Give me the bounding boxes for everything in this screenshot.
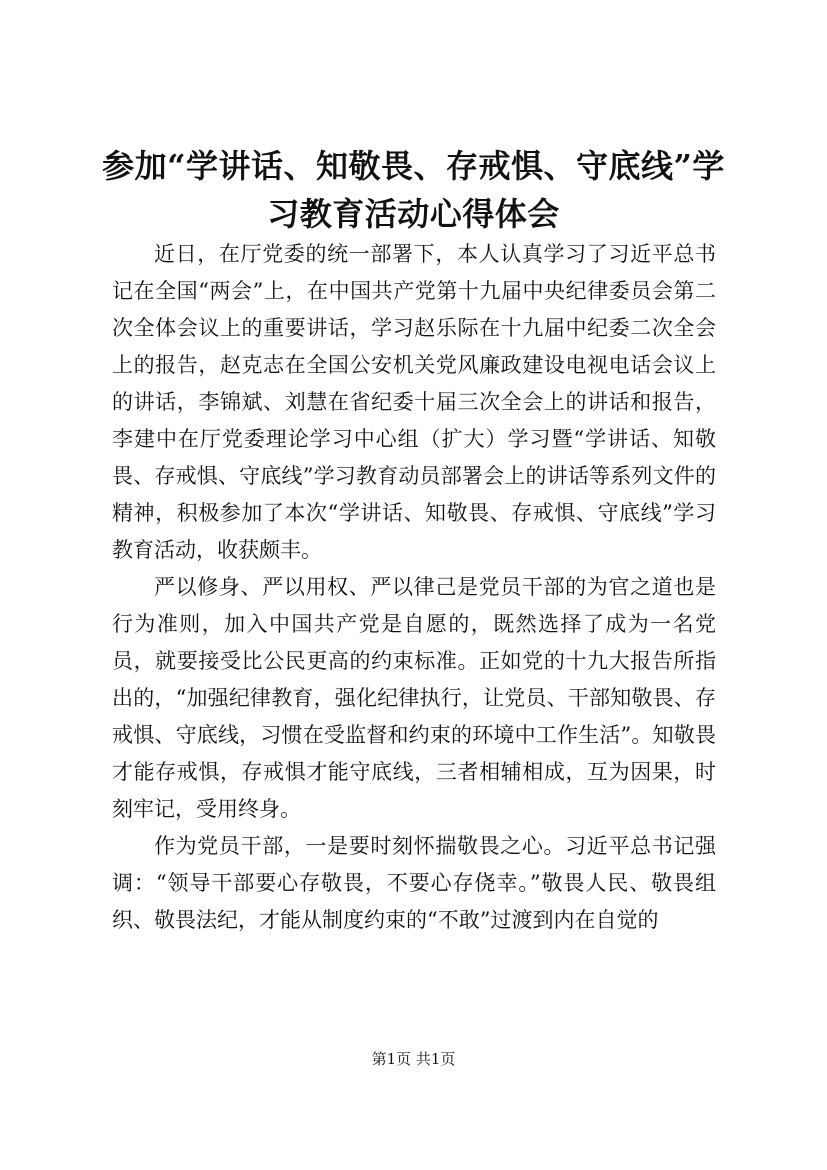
- paragraph-2: 严以修身、严以用权、严以律己是党员干部的为官之道也是行为准则，加入中国共产党是自愿的，既然选择了成为一名党员，就要接受比公民更高的约束标准。正如党的十九大报告所指出的，“加强纪律教育，强化纪律执行，让党员、干部知敬畏、存戒惧、守底线，习惯在受监督和约束的环境中工作生活”。知敬畏才能存戒惧，存戒惧才能守底线，三者相辅相成，互为因果，时刻牢记，受用终身。: [112, 575, 716, 821]
- paragraph-3: 作为党员干部，一是要时刻怀揣敬畏之心。习近平总书记强调：“领导干部要心存敬畏，不要心存侥幸。”敬畏人民、敬畏组织、敬畏法纪，才能从制度约束的“不敢”过渡到内在自觉的: [112, 834, 716, 932]
- document-body: [112, 236, 716, 939]
- paragraph-1: 近日，在厅党委的统一部署下，本人认真学习了习近平总书记在全国“两会”上，在中国共产党第十九届中央纪律委员会第二次全体会议上的重要讲话，学习赵乐际在十九届中纪委二次全会上的报告，赵克志在全国公安机关党风廉政建设电视电话会议上的讲话，李锦斌、刘慧在省纪委十届三次全会上的讲话和报告，李建中在厅党委理论学习中心组（扩大）学习暨“学讲话、知敬畏、存戒惧、守底线”学习教育动员部署会上的讲话等系列文件的精神，积极参加了本次“学讲话、知敬畏、存戒惧、守底线”学习教育活动，收获颇丰。: [112, 242, 716, 562]
- document-title: 参加“学讲话、知敬畏、存戒惧、守底线”学习教育活动心得体会: [102, 147, 725, 233]
- page-number-footer: 第1页 共1页: [371, 1050, 456, 1068]
